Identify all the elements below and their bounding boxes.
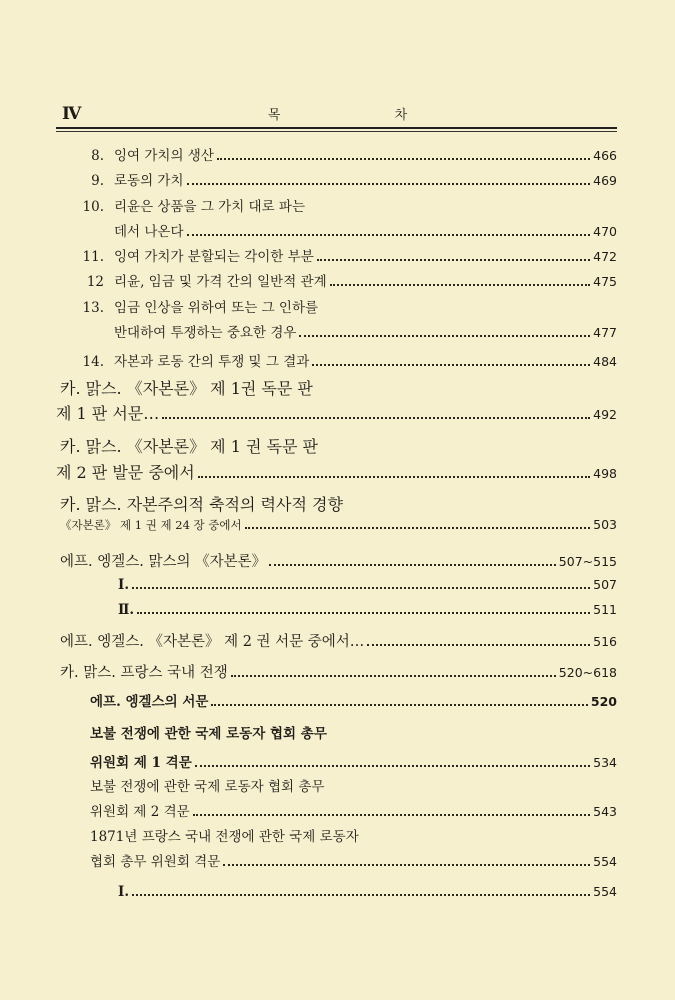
entry-title: 카. 맑스. 《자본론》 제 1권 독문 판 [60,379,313,398]
header-rule [56,127,617,129]
dot-leader [299,335,590,337]
toc-entry [80,144,617,166]
dot-leader [187,183,591,185]
entry-page: 554 [593,854,617,869]
toc-entry [60,376,617,398]
entry-title: 제 1 판 서문… [56,404,160,423]
dot-leader [162,417,590,419]
dot-leader [137,612,590,614]
dot-leader [367,644,590,646]
dot-leader [231,675,556,677]
toc-entry-continuation [90,850,617,872]
toc-entry [60,550,617,572]
entry-title: Ⅰ. [118,577,130,593]
dot-leader [132,587,590,589]
toc-entry [80,169,617,191]
entry-title: 에프. 엥겔스의 서문 [90,694,209,710]
toc-entry-continuation [114,220,617,242]
entry-title: 보불 전쟁에 관한 국제 로동자 협회 총무 [90,779,325,795]
entry-title: 자본과 로동 간의 투쟁 및 그 결과 [114,354,310,370]
entry-page: 466 [593,148,617,163]
entry-number: 13. [82,300,104,316]
entry-title: 1871년 프랑스 국내 전쟁에 관한 국제 로동자 [90,829,359,845]
entry-title: 리윤은 상품을 그 가치 대로 파는 [114,199,305,215]
entry-page: 475 [593,274,617,289]
entry-title: 에프. 엥겔스. 《자본론》 제 2 권 서문 중에서… [60,634,365,650]
entry-page: 507~515 [558,554,617,569]
dot-leader [330,284,591,286]
entry-title: 위원회 제 1 격문 [90,755,192,771]
toc-entry [60,661,617,683]
toc-entry [90,825,617,847]
entry-title: 로동의 가치 [114,173,184,189]
dot-leader [187,234,591,236]
toc-entry [80,296,617,318]
entry-title: 위원회 제 2 격문 [90,804,190,820]
entry-page: 520 [590,694,617,709]
toc-entry [118,577,617,599]
entry-page: 507 [593,577,617,592]
page-title: 목 차 [267,108,463,123]
entry-page: 520~618 [558,665,617,680]
entry-title: 《자본론》 제 1 권 제 24 장 중에서 [60,518,242,532]
entry-page: 498 [593,466,617,481]
entry-number: 10. [82,199,104,215]
toc-entry [80,350,617,372]
toc-entry [90,722,617,744]
entry-title: 제 2 판 발문 중에서 [56,463,195,482]
entry-title: 반대하여 투쟁하는 중요한 경우 [114,325,297,341]
entry-number: 12 [86,274,104,290]
entry-title: Ⅰ. [118,884,130,900]
entry-page: 511 [593,602,617,617]
entry-title: Ⅱ. [118,602,135,618]
toc-entry-continuation [56,460,617,482]
entry-title: 협회 총무 위원회 격문 [90,854,221,870]
entry-title: 임금 인상을 위하여 또는 그 인하를 [114,300,319,316]
entry-page: 543 [593,804,617,819]
toc-entry [60,492,617,514]
dot-leader [312,364,590,366]
entry-title: 카. 맑스. 자본주의적 축적의 력사적 경향 [60,495,343,514]
toc-entry [80,270,617,292]
dot-leader [317,259,590,261]
header-rule-thin [56,131,617,132]
dot-leader [132,894,590,896]
toc-entry [118,884,617,906]
toc-entry [90,690,617,712]
entry-number: 9. [91,173,104,189]
toc-entry-continuation [56,401,617,423]
entry-page: 472 [593,249,617,264]
page-roman-numeral: Ⅳ [62,104,81,124]
dot-leader [223,864,590,866]
entry-page: 477 [593,325,617,340]
toc-entry [90,775,617,797]
toc-entry [118,602,617,624]
toc-entry-continuation [114,321,617,343]
entry-title: 보불 전쟁에 관한 국제 로동자 협회 총무 [90,726,327,742]
dot-leader [269,564,556,566]
dot-leader [195,765,590,767]
entry-page: 534 [593,755,617,770]
entry-page: 484 [593,354,617,369]
dot-leader [198,476,590,478]
entry-title: 에프. 엥겔스. 맑스의 《자본론》 [60,554,267,570]
entry-title: 리윤, 임금 및 가격 간의 일반적 관계 [114,274,327,290]
toc-entry-continuation [60,517,617,539]
entry-number: 14. [82,354,104,370]
toc-entry-continuation [90,751,617,773]
entry-page: 470 [593,224,617,239]
dot-leader [193,814,590,816]
dot-leader [211,704,587,706]
entry-page: 469 [593,173,617,188]
entry-title: 카. 맑스. 프랑스 국내 전쟁 [60,665,228,681]
entry-page: 492 [593,407,617,422]
dot-leader [245,527,591,529]
entry-title: 잉여 가치가 분할되는 각이한 부분 [114,249,314,265]
toc-entry [80,195,617,217]
entry-title: 카. 맑스. 《자본론》 제 1 권 독문 판 [60,437,318,456]
entry-title: 잉여 가치의 생산 [114,148,214,164]
entry-page: 554 [593,884,617,899]
dot-leader [217,158,590,160]
entry-page: 503 [593,517,617,532]
toc-entry-continuation [90,800,617,822]
entry-number: 11. [82,249,104,265]
toc-entry [60,630,617,652]
toc-entry [80,245,617,267]
entry-number: 8. [91,148,104,164]
toc-entry [60,434,617,456]
entry-title: 데서 나온다 [114,224,184,240]
entry-page: 516 [593,634,617,649]
